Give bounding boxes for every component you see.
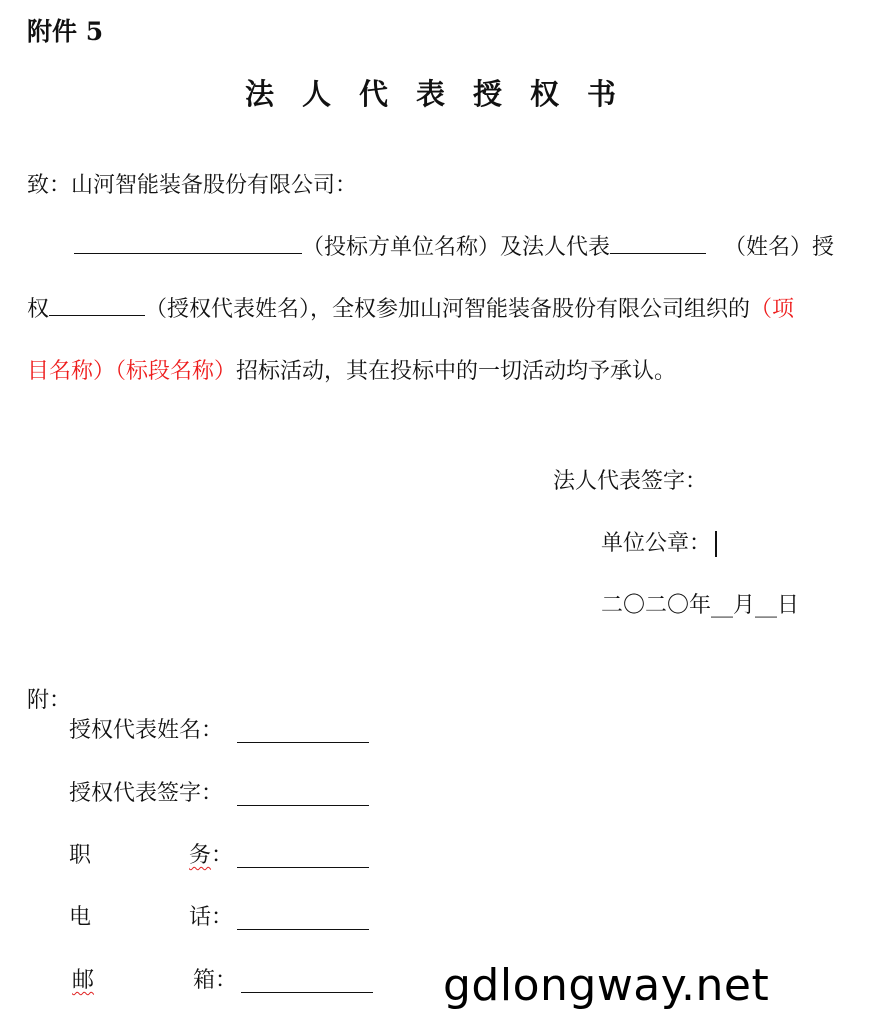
appendix-field-position-right [189,841,233,871]
document-title [245,72,617,113]
title-char: 代 [359,77,389,111]
phone-input-line[interactable] [237,911,369,930]
authorized-rep-name-blank[interactable] [49,297,145,316]
field-label: 职 [69,843,92,868]
company-seal-row [601,529,717,559]
appendix-field-phone-right [189,903,233,933]
text: （投标方单位名称）及法人代表 [302,235,611,260]
legal-rep-signature-label: 法人代表签字： [553,469,708,494]
field-label: 邮 [72,968,95,993]
appendix-field-email [72,966,94,996]
appendix-label: 附： [27,688,72,713]
bidder-name-blank[interactable] [74,235,302,254]
rep-name-input-line[interactable] [237,724,369,743]
date-line: 二〇二〇年__月__日 [601,593,800,618]
company-seal-label: 单位公章： [601,531,712,556]
title-char: 权 [530,77,560,111]
field-label: 务 [189,843,212,868]
field-label: 授权代表姓名 [69,718,202,743]
legal-rep-name-blank[interactable] [610,235,706,254]
text: 招标活动，其在投标中的一切活动均予承认。 [236,359,677,384]
paragraph-line-1 [74,233,834,263]
field-label: 电 [69,905,92,930]
text: （姓名）授 [724,235,835,260]
position-input-line[interactable] [237,849,369,868]
highlight-text: （项 [750,297,795,322]
salutation: 致：山河智能装备股份有限公司： [27,173,358,198]
colon: ： [211,905,234,930]
highlight-text: 目名称）（标段名称） [27,359,237,384]
rep-signature-input-line[interactable] [237,787,369,806]
email-input-line[interactable] [241,974,373,993]
title-char: 书 [587,77,617,111]
title-char: 法 [245,77,275,111]
field-label: 话 [189,905,212,930]
appendix-field-name [69,716,223,746]
field-label: 授权代表签字 [69,781,202,806]
appendix-field-phone [69,903,91,933]
appendix-field-signature [69,779,223,809]
appendix-field-email-right [193,966,237,996]
title-char: 授 [473,77,503,111]
colon: ： [201,781,224,806]
text: 权 [27,297,50,322]
colon: ： [211,843,234,868]
paragraph-line-3 [27,357,676,387]
text-cursor [715,531,717,557]
watermark-text: gdlongway.net [443,960,770,1011]
text: （授权代表姓名），全权参加山河智能装备股份有限公司组织的 [145,297,751,322]
colon: ： [215,968,238,993]
paragraph-line-2 [27,295,794,325]
field-label: 箱 [193,968,216,993]
annex-label: 附件 5 [27,17,104,46]
title-char: 人 [302,77,332,111]
appendix-field-position [69,841,91,871]
colon: ： [201,718,224,743]
title-char: 表 [416,77,446,111]
